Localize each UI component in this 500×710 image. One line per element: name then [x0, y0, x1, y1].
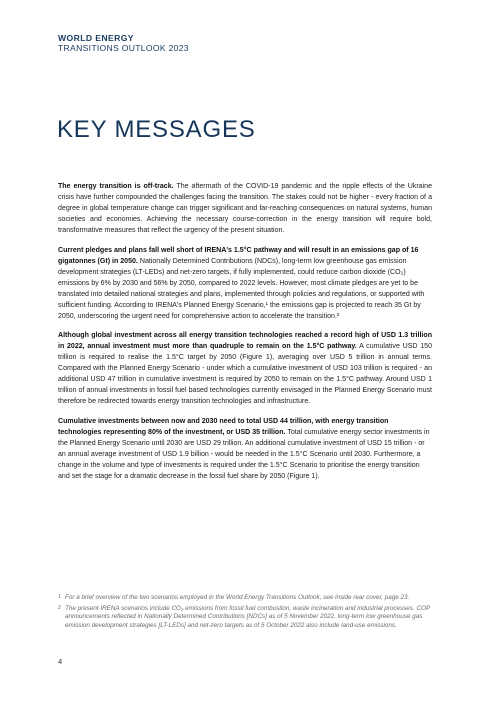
paragraph-2-text: Nationally Determined Contributions (NDCs), long-term low greenhouse gas emission development strategies (LT-LEDs) and net-zero targets, if fully implemented, could reduce carbon dioxide (CO₂) emissions by 6% by 2030 and 56% by 2050, compared to 2022 levels. However, most climate pledges are yet to be translated into detailed national strategies and plans, implemented through policies and regulations, or supported with sufficient funding. According to IRENA's Planned Energy Scenario,¹ the emissions gap is projected to reach 35 Gt by 2050, underscoring the urgent need for comprehensive action to accelerate the transition.² [58, 257, 425, 320]
footnote-1-text: For a brief overview of the two scenarios employed in the World Energy Transitions Outlook, see inside rear cover, page 23. [65, 594, 410, 601]
paragraph-4-text: Total cumulative energy sector investments in the Planned Energy Scenario until 2030 are USD 29 trillion. An additional cumulative investment of USD 15 trillion - or an annual average investment of USD 1.9 billion - would be needed in the 1.5°C Scenario until 2030. Furthermore, a change in the volume and type of investments is required under the 1.5°C Scenario to prioritise the energy transition and set the stage for a dramatic decrease in the fossil fuel share by 2050 (Figure 1). [58, 428, 430, 481]
paragraph-1-lead: The energy transition is off-track. [58, 183, 174, 190]
footnote-2-number: 2 [58, 604, 61, 611]
key-messages-body [58, 181, 432, 490]
page-title: KEY MESSAGES [57, 116, 256, 143]
paragraph-2-lead: Current pledges and plans fall well short of IRENA's 1.5°C pathway and will result in an emissions gap of 16 gigatonnes (Gt) in 2050. [58, 246, 419, 265]
footnote-1 [58, 594, 436, 602]
paragraph-1-text: The aftermath of the COVID-19 pandemic and the ripple effects of the Ukraine crisis have further compounded the challenges facing the transition. The stakes could not be higher - every fraction of a degree in global temperature change can trigger significant and far-reaching consequences on natural systems, human societies and economies. Achieving the necessary course-correction in the energy transition will require bold, transformative measures that reflect the urgency of the present situation. [58, 183, 432, 235]
footnote-2-text: The present IRENA scenarios include CO₂ emissions from fossil fuel combustion, waste incineration and industrial processes. COP announcements reflected in Nationally Determined Contributions [NDCs] as of 5 November 2022, long-term low greenhouse gas emission development strategies [LT-LEDs] and net-zero targets as of 5 October 2022 also include land-use emissions. [65, 604, 430, 629]
paragraph-3-lead: Although global investment across all energy transition technologies reached a record high of USD 1.3 trillion in 2022, annual investment must more than quadruple to remain on the 1.5°C pathway. [58, 332, 432, 351]
key-message-paragraph-1 [58, 181, 432, 236]
page-number: 4 [58, 657, 63, 666]
key-message-paragraph-2 [58, 245, 432, 322]
report-title-line1: WORLD ENERGY [58, 33, 134, 43]
footnote-2 [58, 605, 436, 630]
paragraph-4-lead: Cumulative investments between now and 2030 need to total USD 44 trillion, with energy transition technologies representing 80% of the investment, or USD 35 trillion. [58, 417, 389, 436]
report-header [58, 33, 189, 53]
report-title-line2: TRANSITIONS OUTLOOK 2023 [58, 43, 189, 53]
footnotes [58, 594, 436, 633]
footnote-1-number: 1 [58, 594, 61, 600]
key-message-paragraph-3 [58, 330, 432, 407]
paragraph-3-text: A cumulative USD 150 trillion is required to realise the 1.5°C target by 2050 (Figure 1), averaging over USD 5 trillion in annual terms. Compared with the Planned Energy Scenario - under which a cumulative investment of USD 103 trillion is required - an additional USD 47 trillion in cumulative investment is required by 2050 to remain on the 1.5°C pathway. Around USD 1 trillion of annual investments in fossil fuel based technologies currently envisaged in the Planned Energy Scenario must therefore be redirected towards energy transition technologies and infrastructure. [58, 343, 432, 406]
key-message-paragraph-4 [58, 416, 432, 482]
